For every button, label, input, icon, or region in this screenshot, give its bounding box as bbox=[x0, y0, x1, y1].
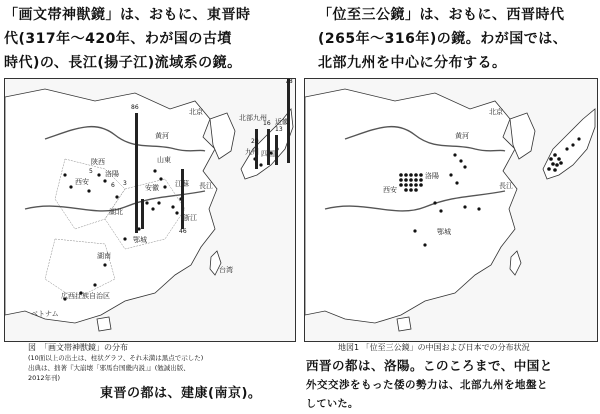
label-ezhou: 鄂城 bbox=[133, 236, 147, 244]
right-distribution-map bbox=[304, 78, 598, 342]
count-86: 86 bbox=[131, 104, 139, 111]
count-46: 46 bbox=[179, 228, 187, 235]
right-label-luoyang: 洛陽 bbox=[425, 172, 439, 180]
label-hunan: 湖南 bbox=[97, 252, 111, 260]
right-label-xian: 西安 bbox=[383, 186, 397, 194]
label-beijing: 北京 bbox=[189, 108, 203, 116]
label-changjiang: 長江 bbox=[199, 182, 213, 190]
right-caption-title: 地図1 「位至三公鏡」の中国および日本での分布状況 bbox=[338, 343, 530, 352]
right-label-ezhou: 鄂城 bbox=[437, 228, 451, 236]
label-shandong: 山東 bbox=[157, 156, 171, 164]
right-label-changjiang: 長江 bbox=[499, 182, 513, 190]
count-13: 13 bbox=[275, 126, 283, 133]
bar-16 bbox=[267, 129, 270, 165]
bar-86 bbox=[135, 113, 138, 233]
bar-ezhou bbox=[141, 199, 144, 229]
left-note-line-2: 代(317年〜420年、わが国の古墳 bbox=[4, 31, 232, 47]
left-source-note-2: 2012年刊) bbox=[28, 374, 61, 382]
count-3: 3 bbox=[123, 180, 127, 187]
label-vietnam: ベトナム bbox=[31, 310, 59, 318]
label-huanghe: 黄河 bbox=[155, 132, 169, 140]
right-map-svg bbox=[305, 79, 597, 341]
label-guangxi: 広西壮族自治区 bbox=[61, 292, 110, 300]
label-luoyang: 洛陽 bbox=[105, 170, 119, 178]
left-source-note-1: 出典は、拙著『大崩壊「邪馬台国畿内説」』(勉誠出版、 bbox=[28, 364, 190, 372]
label-kitakyushu: 北部九州 bbox=[239, 114, 267, 122]
count-16: 16 bbox=[263, 120, 271, 127]
right-label-huanghe: 黄河 bbox=[455, 132, 469, 140]
label-taiwan: 台湾 bbox=[219, 266, 233, 274]
bar-13 bbox=[275, 135, 278, 165]
left-caption-note: (10面以上の出土は、柱状グラフ、それ未満は黒点で示した) bbox=[28, 354, 204, 362]
left-caption-title: 図 「画文帯神獣鏡」の分布 bbox=[28, 343, 128, 352]
right-note-line-1: 「位至三公鏡」は、おもに、西晋時代 bbox=[318, 7, 565, 23]
right-note-line-2: (265年〜316年)の鏡。わが国では、 bbox=[318, 31, 568, 47]
right-label-beijing: 北京 bbox=[489, 108, 503, 116]
label-shanxi: 陝西 bbox=[91, 158, 105, 166]
left-note-line-1: 「画文帯神獣鏡」は、おもに、東晋時 bbox=[4, 7, 251, 23]
right-bottom-note-3: していた。 bbox=[306, 399, 359, 410]
hainan-island-right bbox=[397, 317, 411, 331]
left-bottom-note: 東晋の都は、建康(南京)。 bbox=[100, 386, 262, 401]
hainan-island bbox=[97, 317, 111, 331]
label-hubei: 湖北 bbox=[109, 208, 123, 216]
count-20: 20 bbox=[251, 138, 259, 145]
left-distribution-map bbox=[4, 78, 296, 342]
label-xian: 西安 bbox=[75, 178, 89, 186]
count-78: 78 bbox=[285, 78, 293, 85]
label-zhejiang: 浙江 bbox=[183, 214, 197, 222]
right-note-line-3: 北部九州を中心に分布する。 bbox=[318, 55, 507, 71]
label-jiangsu: 江蘇 bbox=[175, 180, 189, 188]
right-bottom-note-1: 西晋の都は、洛陽。このころまで、中国と bbox=[306, 358, 553, 373]
right-bottom-note-2: 外交交渉をもった倭の勢力は、北部九州を地盤と bbox=[306, 379, 548, 391]
count-5: 5 bbox=[89, 168, 93, 175]
count-6: 6 bbox=[111, 182, 115, 189]
label-kyushu: 九州 bbox=[245, 148, 259, 156]
left-note-line-3: 時代)の、長江(揚子江)流域系の鏡。 bbox=[4, 55, 242, 71]
label-kinki: 近畿 bbox=[275, 118, 289, 126]
label-shikoku: 四国 bbox=[261, 150, 275, 158]
label-anhui: 安徽 bbox=[145, 184, 159, 192]
